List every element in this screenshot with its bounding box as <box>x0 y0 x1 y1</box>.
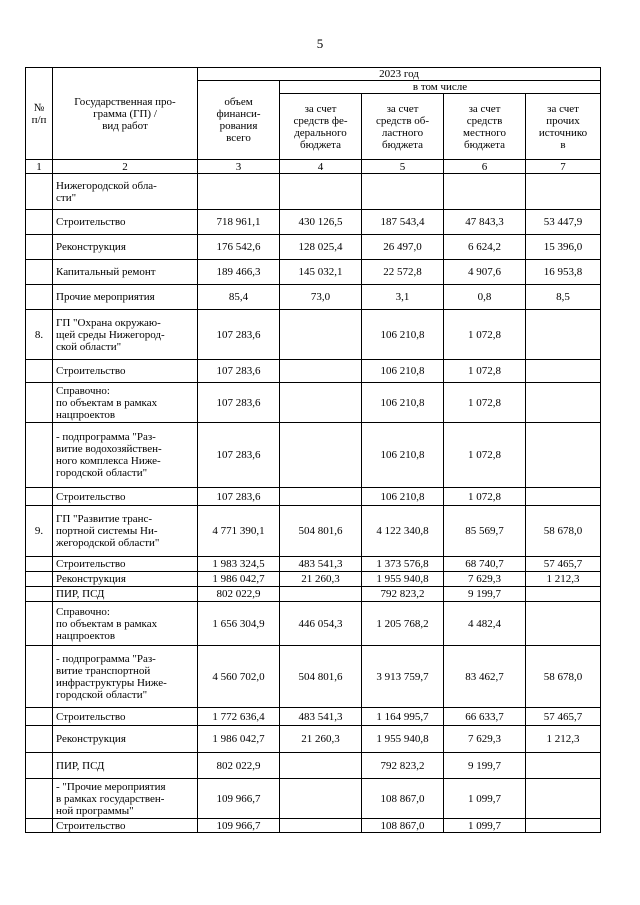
value-local: 4 907,6 <box>444 260 526 285</box>
table-row <box>26 235 601 260</box>
value-local: 47 843,3 <box>444 210 526 235</box>
value-regional: 108 867,0 <box>362 779 444 819</box>
column-index: 5 <box>362 160 444 174</box>
value-total: 107 283,6 <box>198 360 280 383</box>
value-other <box>526 423 601 488</box>
value-total: 802 022,9 <box>198 753 280 779</box>
row-name: Реконструкция <box>53 726 198 753</box>
value-total: 85,4 <box>198 285 280 310</box>
row-number <box>26 779 53 819</box>
value-federal: 73,0 <box>280 285 362 310</box>
row-name: - "Прочие мероприятия в рамках государствен- ной программы" <box>53 779 198 819</box>
row-number <box>26 753 53 779</box>
value-federal: 21 260,3 <box>280 572 362 587</box>
table-row <box>26 506 601 557</box>
value-other: 1 212,3 <box>526 726 601 753</box>
column-index: 4 <box>280 160 362 174</box>
value-regional: 3,1 <box>362 285 444 310</box>
table-row <box>26 260 601 285</box>
table-row <box>26 779 601 819</box>
value-other: 16 953,8 <box>526 260 601 285</box>
value-local: 1 099,7 <box>444 779 526 819</box>
row-number <box>26 235 53 260</box>
value-total: 176 542,6 <box>198 235 280 260</box>
value-total: 4 560 702,0 <box>198 646 280 708</box>
value-local: 66 633,7 <box>444 708 526 726</box>
table-row <box>26 210 601 235</box>
table-row <box>26 488 601 506</box>
value-federal: 128 025,4 <box>280 235 362 260</box>
value-total: 107 283,6 <box>198 383 280 423</box>
header-federal: за счет средств фе- дерального бюджета <box>280 94 362 160</box>
value-local: 68 740,7 <box>444 557 526 572</box>
row-name: Справочно: по объектам в рамках нацпроектов <box>53 602 198 646</box>
value-federal <box>280 779 362 819</box>
table-row <box>26 557 601 572</box>
value-federal <box>280 488 362 506</box>
value-other <box>526 383 601 423</box>
value-federal: 446 054,3 <box>280 602 362 646</box>
value-total: 189 466,3 <box>198 260 280 285</box>
value-other: 1 212,3 <box>526 572 601 587</box>
value-federal <box>280 423 362 488</box>
table-row <box>26 753 601 779</box>
value-other <box>526 310 601 360</box>
value-local: 1 072,8 <box>444 310 526 360</box>
value-federal <box>280 174 362 210</box>
column-index: 2 <box>53 160 198 174</box>
value-regional: 26 497,0 <box>362 235 444 260</box>
header-num: № п/п <box>26 68 53 160</box>
row-number <box>26 260 53 285</box>
row-number: 9. <box>26 506 53 557</box>
header-program: Государственная про- грамма (ГП) / вид работ <box>53 68 198 160</box>
value-federal <box>280 360 362 383</box>
value-regional: 106 210,8 <box>362 383 444 423</box>
value-local: 1 072,8 <box>444 383 526 423</box>
value-other: 15 396,0 <box>526 235 601 260</box>
header-year: 2023 год <box>198 68 601 81</box>
row-name: ПИР, ПСД <box>53 753 198 779</box>
header-regional: за счет средств об- ластного бюджета <box>362 94 444 160</box>
table-row <box>26 285 601 310</box>
value-other: 57 465,7 <box>526 708 601 726</box>
table-row <box>26 819 601 833</box>
row-number <box>26 557 53 572</box>
value-local: 1 072,8 <box>444 488 526 506</box>
value-federal: 145 032,1 <box>280 260 362 285</box>
row-number <box>26 488 53 506</box>
value-other: 53 447,9 <box>526 210 601 235</box>
header-total: объем финанси- рования всего <box>198 81 280 160</box>
value-total: 1 656 304,9 <box>198 602 280 646</box>
column-index: 6 <box>444 160 526 174</box>
row-number <box>26 646 53 708</box>
financing-table <box>25 67 601 833</box>
row-name: Капитальный ремонт <box>53 260 198 285</box>
row-name: Строительство <box>53 488 198 506</box>
row-name: - подпрограмма "Раз- витие водохозяйствен- ного комплекса Ниже- городской области" <box>53 423 198 488</box>
row-number <box>26 174 53 210</box>
row-number <box>26 726 53 753</box>
column-index: 3 <box>198 160 280 174</box>
row-name: ГП "Развитие транс- портной системы Ни- жегородской области" <box>53 506 198 557</box>
row-name: Строительство <box>53 708 198 726</box>
value-total: 1 986 042,7 <box>198 572 280 587</box>
value-total: 802 022,9 <box>198 587 280 602</box>
value-federal <box>280 753 362 779</box>
value-regional: 4 122 340,8 <box>362 506 444 557</box>
row-number <box>26 587 53 602</box>
row-name: ГП "Охрана окружаю- щей среды Нижегород- ской области" <box>53 310 198 360</box>
header-local: за счет средств местного бюджета <box>444 94 526 160</box>
value-regional: 792 823,2 <box>362 587 444 602</box>
row-name: Реконструкция <box>53 235 198 260</box>
value-regional: 1 205 768,2 <box>362 602 444 646</box>
row-name: Строительство <box>53 210 198 235</box>
value-other <box>526 587 601 602</box>
value-regional: 1 164 995,7 <box>362 708 444 726</box>
row-name: ПИР, ПСД <box>53 587 198 602</box>
table-row <box>26 572 601 587</box>
value-local: 6 624,2 <box>444 235 526 260</box>
value-local: 0,8 <box>444 285 526 310</box>
table-row <box>26 587 601 602</box>
value-other <box>526 360 601 383</box>
row-name: Реконструкция <box>53 572 198 587</box>
value-total: 107 283,6 <box>198 423 280 488</box>
table-row <box>26 423 601 488</box>
value-local: 9 199,7 <box>444 587 526 602</box>
value-local: 9 199,7 <box>444 753 526 779</box>
row-name: Прочие мероприятия <box>53 285 198 310</box>
table-row <box>26 310 601 360</box>
value-federal: 21 260,3 <box>280 726 362 753</box>
value-total: 109 966,7 <box>198 779 280 819</box>
table-row <box>26 708 601 726</box>
row-name: Строительство <box>53 557 198 572</box>
column-index: 7 <box>526 160 601 174</box>
value-federal <box>280 310 362 360</box>
value-other <box>526 819 601 833</box>
column-index: 1 <box>26 160 53 174</box>
row-number <box>26 285 53 310</box>
table-row <box>26 383 601 423</box>
row-number <box>26 572 53 587</box>
value-federal: 430 126,5 <box>280 210 362 235</box>
value-federal: 504 801,6 <box>280 646 362 708</box>
value-other <box>526 753 601 779</box>
value-total: 4 771 390,1 <box>198 506 280 557</box>
value-regional: 106 210,8 <box>362 488 444 506</box>
row-number <box>26 819 53 833</box>
value-total <box>198 174 280 210</box>
row-number <box>26 210 53 235</box>
row-number <box>26 602 53 646</box>
value-local: 85 569,7 <box>444 506 526 557</box>
value-local: 1 099,7 <box>444 819 526 833</box>
table-row <box>26 646 601 708</box>
value-local <box>444 174 526 210</box>
value-local: 7 629,3 <box>444 726 526 753</box>
row-number <box>26 423 53 488</box>
value-other: 57 465,7 <box>526 557 601 572</box>
value-federal <box>280 587 362 602</box>
value-other: 58 678,0 <box>526 646 601 708</box>
value-other <box>526 174 601 210</box>
value-regional: 106 210,8 <box>362 310 444 360</box>
value-other <box>526 488 601 506</box>
table-row <box>26 602 601 646</box>
value-total: 107 283,6 <box>198 310 280 360</box>
value-regional: 22 572,8 <box>362 260 444 285</box>
value-federal <box>280 819 362 833</box>
value-regional: 108 867,0 <box>362 819 444 833</box>
table-row <box>26 360 601 383</box>
page-number: 5 <box>316 36 324 51</box>
value-local: 83 462,7 <box>444 646 526 708</box>
value-local: 7 629,3 <box>444 572 526 587</box>
row-name: Справочно: по объектам в рамках нацпроектов <box>53 383 198 423</box>
header-other: за счет прочих источнико в <box>526 94 601 160</box>
value-local: 1 072,8 <box>444 360 526 383</box>
value-regional <box>362 174 444 210</box>
value-federal <box>280 383 362 423</box>
value-regional: 1 955 940,8 <box>362 572 444 587</box>
value-total: 107 283,6 <box>198 488 280 506</box>
value-total: 1 986 042,7 <box>198 726 280 753</box>
row-number <box>26 383 53 423</box>
row-name: - подпрограмма "Раз- витие транспортной инфраструктуры Ниже- городской области" <box>53 646 198 708</box>
value-regional: 792 823,2 <box>362 753 444 779</box>
value-other: 8,5 <box>526 285 601 310</box>
value-total: 718 961,1 <box>198 210 280 235</box>
row-name: Строительство <box>53 819 198 833</box>
value-local: 1 072,8 <box>444 423 526 488</box>
value-regional: 187 543,4 <box>362 210 444 235</box>
value-federal: 483 541,3 <box>280 708 362 726</box>
column-index-row <box>26 160 601 174</box>
row-number: 8. <box>26 310 53 360</box>
row-number <box>26 708 53 726</box>
table-row <box>26 174 601 210</box>
value-regional: 106 210,8 <box>362 360 444 383</box>
row-name: Строительство <box>53 360 198 383</box>
value-regional: 1 955 940,8 <box>362 726 444 753</box>
value-federal: 504 801,6 <box>280 506 362 557</box>
value-total: 1 772 636,4 <box>198 708 280 726</box>
value-regional: 1 373 576,8 <box>362 557 444 572</box>
value-other <box>526 779 601 819</box>
value-total: 109 966,7 <box>198 819 280 833</box>
value-federal: 483 541,3 <box>280 557 362 572</box>
value-regional: 3 913 759,7 <box>362 646 444 708</box>
value-other: 58 678,0 <box>526 506 601 557</box>
value-regional: 106 210,8 <box>362 423 444 488</box>
value-total: 1 983 324,5 <box>198 557 280 572</box>
row-number <box>26 360 53 383</box>
value-local: 4 482,4 <box>444 602 526 646</box>
row-name: Нижегородской обла- сти" <box>53 174 198 210</box>
table-row <box>26 726 601 753</box>
header-including: в том числе <box>280 81 601 94</box>
value-other <box>526 602 601 646</box>
